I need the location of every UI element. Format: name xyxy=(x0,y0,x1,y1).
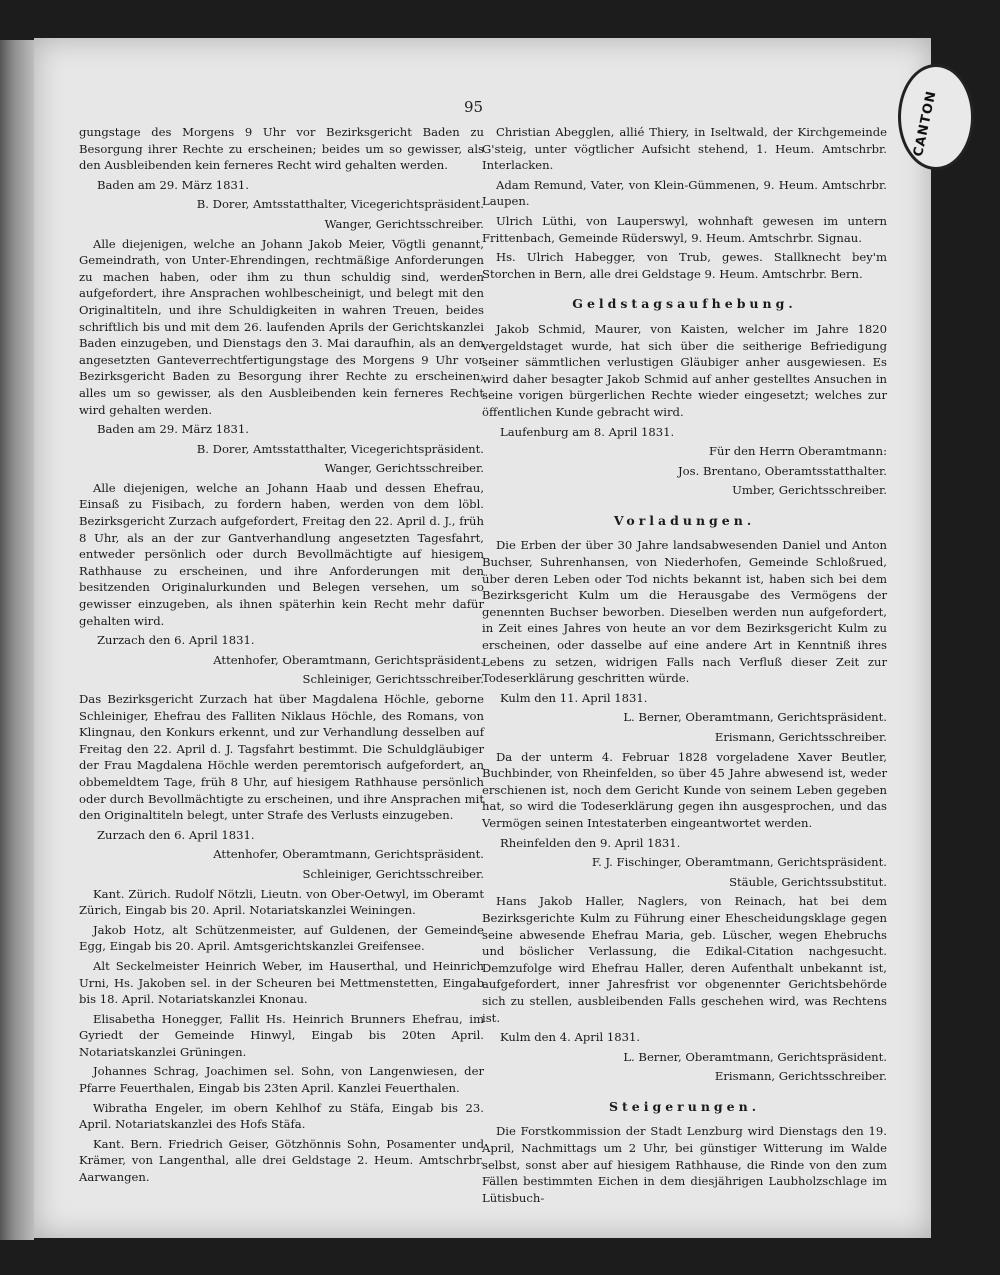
signature-line: Schleiniger, Gerichtsschreiber. xyxy=(302,672,484,687)
stamp-text: CANTON xyxy=(911,89,940,159)
signature-line: Schleiniger, Gerichtsschreiber. xyxy=(302,866,484,881)
left-column xyxy=(79,124,484,1189)
paragraph: Das Bezirksgericht Zurzach hat über Magdalena Höchle, geborne Schleiniger, Ehefrau des Falliten Niklaus Höchle, des Romans, von Klingnau, den Konkurs erkennt, und zur Verhandlung desselben auf Freitag den 22. April d. J. Tagsfahrt bestimmt. Die Schuldgläubiger der Frau Magdalena Höchle werden peremtorisch aufgefordert, an obbemeldtem Tage, früh 8 Uhr, auf hiesigem Rathhause persönlich oder durch Bevollmächtigte zu erscheinen, und ihre Ansprachen mit den Originaltiteln belegt, unter Strafe des Verlusts einzugeben. xyxy=(79,692,484,823)
signature-line: B. Dorer, Amtsstatthalter, Vicegerichtspräsident. xyxy=(196,197,484,212)
previous-page-edge xyxy=(0,40,34,1240)
signature-line: Stäuble, Gerichtssubstitut. xyxy=(729,874,887,889)
notice-paragraph: Hs. Ulrich Habegger, von Trub, gewes. Stallknecht bey'm Storchen in Bern, alle drei Geldstage 9. Heum. Amtschrbr. Bern. xyxy=(482,250,887,281)
signature-line: Jos. Brentano, Oberamtsstatthalter. xyxy=(678,463,887,478)
notice-paragraph: Christian Abegglen, allié Thiery, in Iseltwald, der Kirchgemeinde G'steig, unter vögtlicher Aufsicht stehend, 1. Heum. Amtschrbr. Interlacken. xyxy=(482,125,887,173)
signature-line: B. Dorer, Amtsstatthalter, Vicegerichtspräsident. xyxy=(196,441,484,456)
notice-paragraph: Da der unterm 4. Februar 1828 vorgeladene Xaver Beutler, Buchbinder, von Rheinfelden, so über 45 Jahre abwesend ist, weder erschienen ist, noch dem Gericht Kunde von seinem Leben gegeben hat, so wird die Todeserklärung gegen ihn ausgesprochen, und das Vermögen seinen Intestaterben eingeantwortet werden. xyxy=(482,749,887,830)
notice-paragraph: Johannes Schrag, Joachimen sel. Sohn, von Langenwiesen, der Pfarre Feuerthalen, Eingab bis 23ten April. Kanzlei Feuerthalen. xyxy=(79,1064,484,1096)
section-heading: Vorladungen. xyxy=(613,512,756,528)
place-date: Baden am 29. März 1831. xyxy=(97,177,249,192)
notice-paragraph: Jakob Hotz, alt Schützenmeister, auf Guldenen, der Gemeinde Egg, Eingab bis 20. April. Amtsgerichtskanzlei Greifensee. xyxy=(79,922,484,954)
section-heading: Steigerungen. xyxy=(608,1098,761,1114)
signature-line: L. Berner, Oberamtmann, Gerichtspräsident. xyxy=(623,1049,887,1064)
newspaper-page xyxy=(34,38,931,1238)
right-column xyxy=(482,124,887,1209)
notice-paragraph: Jakob Schmid, Maurer, von Kaisten, welcher im Jahre 1820 vergeldstaget wurde, hat sich über die seitherige Befriedigung seiner sämmtlichen verlustigen Gläubiger anher ausgewiesen. Es wird daher besagter Jakob Schmid auf anher gestelltes Ansuchen in seine vorigen bürgerlichen Rechte wieder eingesetzt; welches zur öffentlichen Kunde gebracht wird. xyxy=(482,321,887,419)
notice-paragraph: Adam Remund, Vater, von Klein-Gümmenen, 9. Heum. Amtschrbr. Laupen. xyxy=(482,177,887,209)
notice-paragraph: Alt Seckelmeister Heinrich Weber, im Hauserthal, und Heinrich Urni, Hs. Jakoben sel. in der Scheuren bei Mettmenstetten, Eingab bis 18. April. Notariatskanzlei Knonau. xyxy=(79,958,484,1007)
canton-stamp xyxy=(898,64,974,170)
notice-paragraph: Alle diejenigen, welche an Johann Haab und dessen Ehefrau, Einsaß zu Fisibach, zu fordern haben, werden von dem löbl. Bezirksgericht Zurzach aufgefordert, Freitag den 22. April d. J., früh 8 Uhr, als an der zur Gantverhandlung angesetzten Tagesfahrt, entweder persönlich oder durch Bevollmächtigte auf hiesigem Rathhause zu erscheinen, und ihre Anforderungen mit den besitzenden Originalurkunden und Belegen versehen, um so gewisser einzugeben, als ihnen späterhin kein Recht mehr dafür gehalten wird. xyxy=(79,480,484,628)
notice-paragraph: Ulrich Lüthi, von Lauperswyl, wohnhaft gewesen im untern Frittenbach, Gemeinde Rüderswyl, 9. Heum. Amtschrbr. Signau. xyxy=(482,213,887,245)
place-date: Laufenburg am 8. April 1831. xyxy=(500,424,675,439)
place-date: Rheinfelden den 9. April 1831. xyxy=(500,835,681,850)
signature-line: Attenhofer, Oberamtmann, Gerichtspräsident. xyxy=(213,652,484,667)
notice-paragraph: Kant. Zürich. Rudolf Nötzli, Lieutn. von Ober-Oetwyl, im Oberamt Zürich, Eingab bis 20. April. Notariatskanzlei Weiningen. xyxy=(79,886,484,918)
signature-line: Erismann, Gerichtsschreiber. xyxy=(714,1069,887,1084)
notice-paragraph: Hans Jakob Haller, Naglers, von Reinach, hat bei dem Bezirksgerichte Kulm zu Führung einer Ehescheidungsklage gegen seine abwesende Ehefrau Maria, geb. Lüscher, wegen Ehebruchs und böslicher Verlassung, die Edikal-Citation nachgesucht. Demzufolge wird Ehefrau Haller, deren Aufenthalt unbekannt ist, aufgefordert, inner Jahresfrist vor obgenennter Gerichtsbehörde sich zu stellen, ausbleibenden Falls geschehen wird, was Rechtens ist. xyxy=(482,894,887,1025)
signature-line: F. J. Fischinger, Oberamtmann, Gerichtspräsident. xyxy=(591,855,887,870)
signature-line: Umber, Gerichtsschreiber. xyxy=(732,483,887,498)
notice-paragraph: Die Forstkommission der Stadt Lenzburg wird Dienstags den 19. April, Nachmittags um 2 Uhr, bei günstiger Witterung im Walde selbst, sonst aber auf hiesigem Rathhause, die Rinde von den zum Fällen bestimmten Eichen in dem diesjährigen Laubholzschlage im Lütisbuch- xyxy=(482,1124,887,1205)
notice-paragraph: Kant. Bern. Friedrich Geiser, Götzhönnis Sohn, Posamenter und Krämer, von Langenthal, alle drei Geldstage 2. Heum. Amtschrbr. Aarwangen. xyxy=(79,1136,484,1185)
place-date: Kulm den 4. April 1831. xyxy=(500,1030,641,1045)
place-date: Kulm den 11. April 1831. xyxy=(500,690,648,705)
signature-line: Erismann, Gerichtsschreiber. xyxy=(714,730,887,744)
notice-paragraph: Alle diejenigen, welche an Johann Jakob Meier, Vögtli genannt, Gemeindrath, von Unter-Ehrendingen, rechtmäßige Anforderungen zu machen haben, oder ihm zu thun schuldig sind, werden aufgefordert, ihre Ansprachen wohlbescheinigt, und belegt mit den Originaltiteln, und ihre Schuldigkeiten in wahren Treuen, beides schriftlich bis und mit dem 26. laufenden Aprils der Gerichtskanzlei Baden einzugeben, und Dienstags den 3. Mai daraufhin, als an dem angesetzten Ganteverrechtfertigungstage des Morgens 9 Uhr vor Bezirksgericht Baden zu Besorgung ihrer Rechte zu erscheinen; alles um so gewisser, als den Ausbleibenden kein ferneres Recht wird gehalten werden. xyxy=(79,236,484,417)
signature-line: Wanger, Gerichtsschreiber. xyxy=(324,461,484,476)
page-number: 95 xyxy=(464,98,484,116)
signature-line: Attenhofer, Oberamtmann, Gerichtspräsident. xyxy=(213,847,484,862)
signature-line: Wanger, Gerichtsschreiber. xyxy=(324,216,484,231)
notice-paragraph: Elisabetha Honegger, Fallit Hs. Heinrich Brunners Ehefrau, im Gyriedt der Gemeinde Hinwyl, Eingab bis 20ten April. Notariatskanzlei Grüningen. xyxy=(79,1011,484,1059)
signature-line: L. Berner, Oberamtmann, Gerichtspräsident. xyxy=(623,710,887,725)
notice-paragraph: Die Erben der über 30 Jahre landsabwesenden Daniel und Anton Buchser, Suhrenhansen, von Niederhofen, Gemeinde Schloßrued, über deren Leben oder Tod nichts bekannt ist, haben sich bei dem Bezirksgericht Kulm um die Herausgabe des Vermögens der genennten Buchser beworben. Dieselben werden nun aufgefordert, in Zeit eines Jahres von heute an vor dem Bezirksgericht Kulm zu erscheinen, oder dasselbe auf eine andere Art in Kenntniß ihres Lebens zu setzen, widrigen Falls nach Verfluß dieser Zeit zur Todeserklärung geschritten würde. xyxy=(482,538,887,686)
notice-paragraph: Wibratha Engeler, im obern Kehlhof zu Stäfa, Eingab bis 23. April. Notariatskanzlei des Hofs Stäfa. xyxy=(79,1100,484,1132)
place-date: Zurzach den 6. April 1831. xyxy=(97,633,255,648)
place-date: Baden am 29. März 1831. xyxy=(97,422,249,437)
signature-line: Für den Herrn Oberamtmann: xyxy=(708,444,887,459)
section-heading: Geldstagsaufhebung. xyxy=(572,296,797,312)
paragraph: gungstage des Morgens 9 Uhr vor Bezirksgericht Baden zu Besorgung ihrer Rechte zu erscheinen; beides um so gewisser, als den Ausbleibenden kein ferneres Recht wird gehalten werden. xyxy=(79,125,484,173)
place-date: Zurzach den 6. April 1831. xyxy=(97,827,255,842)
